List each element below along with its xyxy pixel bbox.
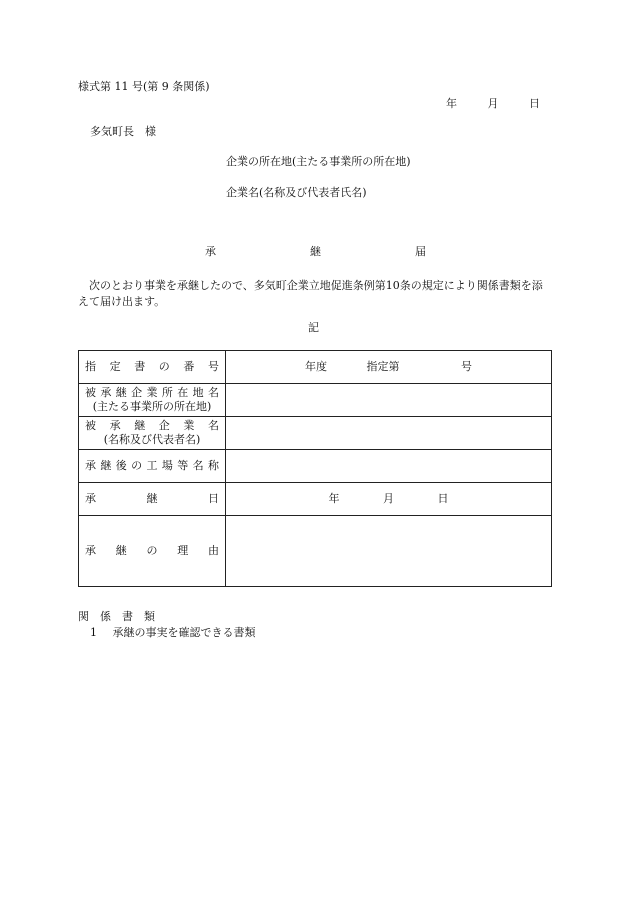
succession-day-label: 日 (437, 491, 449, 505)
form-number: 様式第 11 号(第 9 条関係) (78, 80, 210, 93)
label-char: の (158, 359, 170, 373)
label-char: 業 (146, 386, 158, 400)
factory-name-value (226, 450, 552, 483)
succession-reason-value (226, 516, 552, 587)
label-char: の (131, 458, 143, 472)
succession-date-label (79, 483, 226, 516)
label-char: 承 (85, 491, 96, 505)
label-char: 企 (131, 386, 143, 400)
designation-year-label: 年度 (305, 359, 327, 373)
label-char: 称 (208, 458, 219, 472)
body-text: 次のとおり事業を承継したので、多気町企業立地促進条例第10条の規定により関係書類を添えて届け出ます。 (78, 279, 543, 308)
label-char: 承 (85, 543, 96, 557)
label-char: 承 (85, 458, 96, 472)
date-month-label: 月 (487, 97, 499, 110)
label-char: 継 (100, 458, 112, 472)
related-item-text: 承継の事実を確認できる書類 (112, 626, 256, 639)
succession-reason-label (79, 516, 226, 587)
predecessor-name-note: (名称及び代表者名) (103, 433, 201, 446)
label-char: 継 (146, 491, 158, 505)
title-char: 継 (310, 245, 321, 258)
label-char: 業 (183, 419, 195, 433)
succession-date-value (226, 483, 552, 516)
label-char: 指 (85, 359, 96, 373)
succession-month-label: 月 (383, 491, 394, 505)
label-char: 継 (115, 543, 127, 557)
label-char: 継 (134, 419, 146, 433)
designation-number-label (79, 351, 226, 384)
label-char: 等 (177, 458, 189, 472)
date-day-label: 日 (529, 97, 540, 110)
label-char: 書 (134, 359, 146, 373)
applicant-name-label: 企業名(名称及び代表者氏名) (226, 186, 367, 199)
label-char: 地 (192, 386, 204, 400)
addressee: 多気町長 様 (90, 125, 156, 138)
designation-number-value (226, 351, 552, 384)
title-char: 届 (415, 245, 426, 258)
succession-year-label: 年 (328, 491, 340, 505)
table-row (79, 516, 552, 587)
label-char: 在 (177, 386, 189, 400)
label-char: 場 (161, 458, 173, 472)
label-char: 名 (208, 386, 219, 400)
predecessor-address-note: (主たる事業所の所在地) (92, 400, 212, 413)
label-char: 日 (208, 491, 219, 505)
table-row (79, 351, 552, 384)
label-char: 所 (161, 386, 173, 400)
succession-table (78, 350, 552, 587)
label-char: 理 (177, 543, 189, 557)
label-char: 番 (183, 359, 195, 373)
label-char: 由 (208, 543, 219, 557)
label-char: 継 (115, 386, 127, 400)
designation-suffix-label: 号 (461, 359, 472, 373)
predecessor-address-label (79, 384, 226, 417)
label-char: 承 (109, 419, 121, 433)
label-char: 被 (85, 386, 96, 400)
label-char: 号 (207, 359, 219, 373)
applicant-address-label: 企業の所在地(主たる事業所の所在地) (226, 155, 411, 168)
designation-prefix-label: 指定第 (366, 359, 400, 373)
label-char: 企 (158, 419, 170, 433)
predecessor-name-value (226, 417, 552, 450)
table-row (79, 417, 552, 450)
submission-date (446, 97, 540, 112)
predecessor-name-label (79, 417, 226, 450)
related-document-item (90, 626, 256, 641)
factory-name-label (79, 450, 226, 483)
label-char: 名 (192, 458, 204, 472)
ki-heading: 記 (308, 321, 319, 334)
label-char: 定 (109, 359, 121, 373)
table-row (79, 450, 552, 483)
title-char: 承 (205, 245, 216, 258)
label-char: 工 (146, 458, 158, 472)
label-char: 名 (207, 419, 219, 433)
label-char: 被 (85, 419, 96, 433)
predecessor-address-value (226, 384, 552, 417)
related-item-number: 1 (90, 626, 97, 639)
label-char: 承 (100, 386, 112, 400)
label-char: の (146, 543, 158, 557)
label-char: 後 (115, 458, 127, 472)
table-row (79, 483, 552, 516)
date-year-label: 年 (446, 97, 457, 110)
related-documents-heading: 関 係 書 類 (78, 610, 155, 623)
table-row (79, 384, 552, 417)
